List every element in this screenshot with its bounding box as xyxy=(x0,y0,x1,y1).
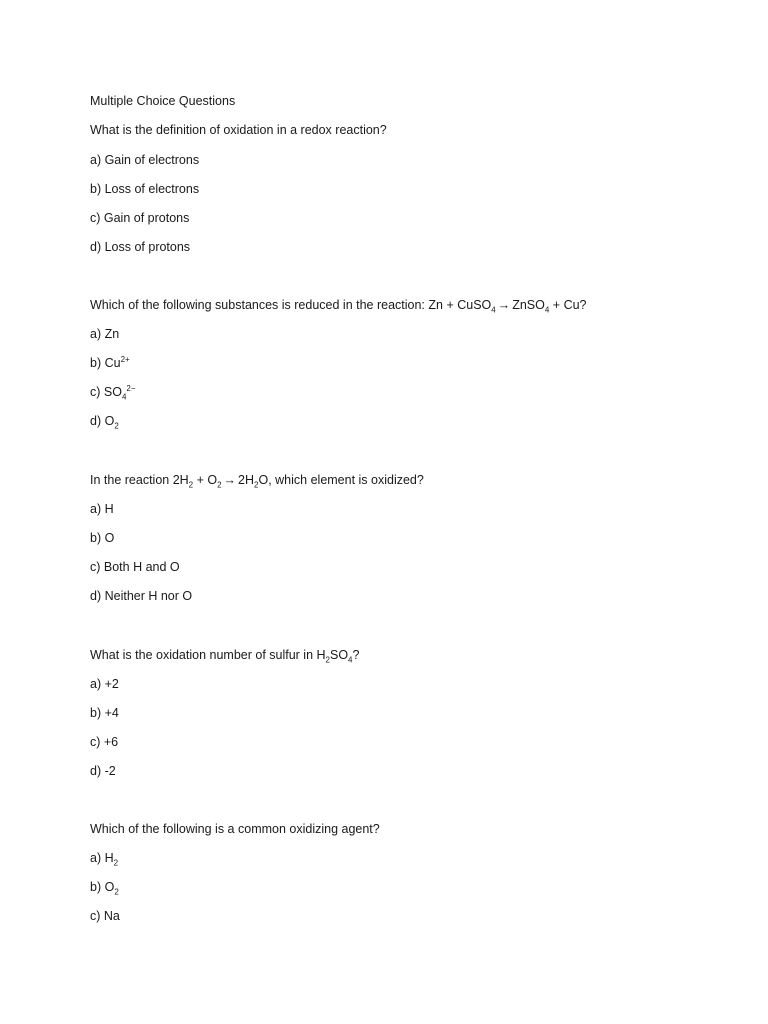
q3-option-b: b) O xyxy=(90,531,115,545)
q2-subscript: 4 xyxy=(544,305,550,315)
question-4 xyxy=(90,647,359,663)
q3-subscript: 2 xyxy=(217,480,222,490)
q1-option-c: c) Gain of protons xyxy=(90,211,190,225)
q2-option-d-subscript: 2 xyxy=(114,421,119,431)
q2-option-b-text: b) Cu xyxy=(90,356,121,370)
q2-text-prefix: Which of the following substances is reduced in the reaction: Zn + CuSO xyxy=(90,298,492,312)
q1-option-d: d) Loss of protons xyxy=(90,240,191,254)
q4-text: What is the oxidation number of sulfur in H xyxy=(90,648,326,662)
question-1: What is the definition of oxidation in a redox reaction? xyxy=(90,123,387,137)
q5-option-b-text: b) O xyxy=(90,880,115,894)
q2-option-c-charge: 2− xyxy=(126,383,136,393)
reaction-arrow: → xyxy=(223,473,237,487)
q2-option-c-text: c) SO xyxy=(90,385,122,399)
q4-option-b: b) +4 xyxy=(90,706,119,720)
q4-text: ? xyxy=(352,648,360,662)
question-2 xyxy=(90,297,587,313)
q2-option-a: a) Zn xyxy=(90,327,120,341)
q3-text: In the reaction 2H xyxy=(90,473,189,487)
q2-option-b-charge: 2+ xyxy=(120,354,130,364)
q5-option-a-subscript: 2 xyxy=(113,858,119,868)
question-3 xyxy=(90,472,424,488)
section-heading: Multiple Choice Questions xyxy=(90,94,236,108)
q5-option-b xyxy=(90,879,119,895)
q2-text-end: + Cu? xyxy=(549,298,587,312)
q2-text-mid: ZnSO xyxy=(512,298,545,312)
q4-text: SO xyxy=(329,648,349,662)
q3-subscript: 2 xyxy=(254,480,259,490)
q3-text: O, which element is oxidized? xyxy=(258,473,424,487)
q4-option-c: c) +6 xyxy=(90,735,119,749)
q2-option-c xyxy=(90,384,136,400)
q2-option-d xyxy=(90,413,119,429)
q4-option-d: d) -2 xyxy=(90,764,116,778)
q3-subscript: 2 xyxy=(188,480,194,490)
q2-option-d-text: d) O xyxy=(90,414,115,428)
question-5: Which of the following is a common oxidizing agent? xyxy=(90,822,380,836)
q2-option-c-subscript: 4 xyxy=(121,392,127,402)
q5-option-a xyxy=(90,850,118,866)
q3-text: 2H xyxy=(238,473,255,487)
q5-option-a-text: a) H xyxy=(90,851,114,865)
q1-option-a: a) Gain of electrons xyxy=(90,153,200,167)
q3-option-d: d) Neither H nor O xyxy=(90,589,193,603)
q3-option-c: c) Both H and O xyxy=(90,560,180,574)
q1-option-b: b) Loss of electrons xyxy=(90,182,200,196)
q3-text: + O xyxy=(193,473,218,487)
q3-option-a: a) H xyxy=(90,502,114,516)
q2-subscript: 4 xyxy=(491,305,496,315)
q4-option-a: a) +2 xyxy=(90,677,119,691)
q4-subscript: 4 xyxy=(348,655,353,665)
q5-option-c: c) Na xyxy=(90,909,120,923)
reaction-arrow: → xyxy=(497,298,511,312)
q4-subscript: 2 xyxy=(325,655,330,665)
q2-option-b xyxy=(90,355,130,371)
q5-option-b-subscript: 2 xyxy=(114,887,119,897)
